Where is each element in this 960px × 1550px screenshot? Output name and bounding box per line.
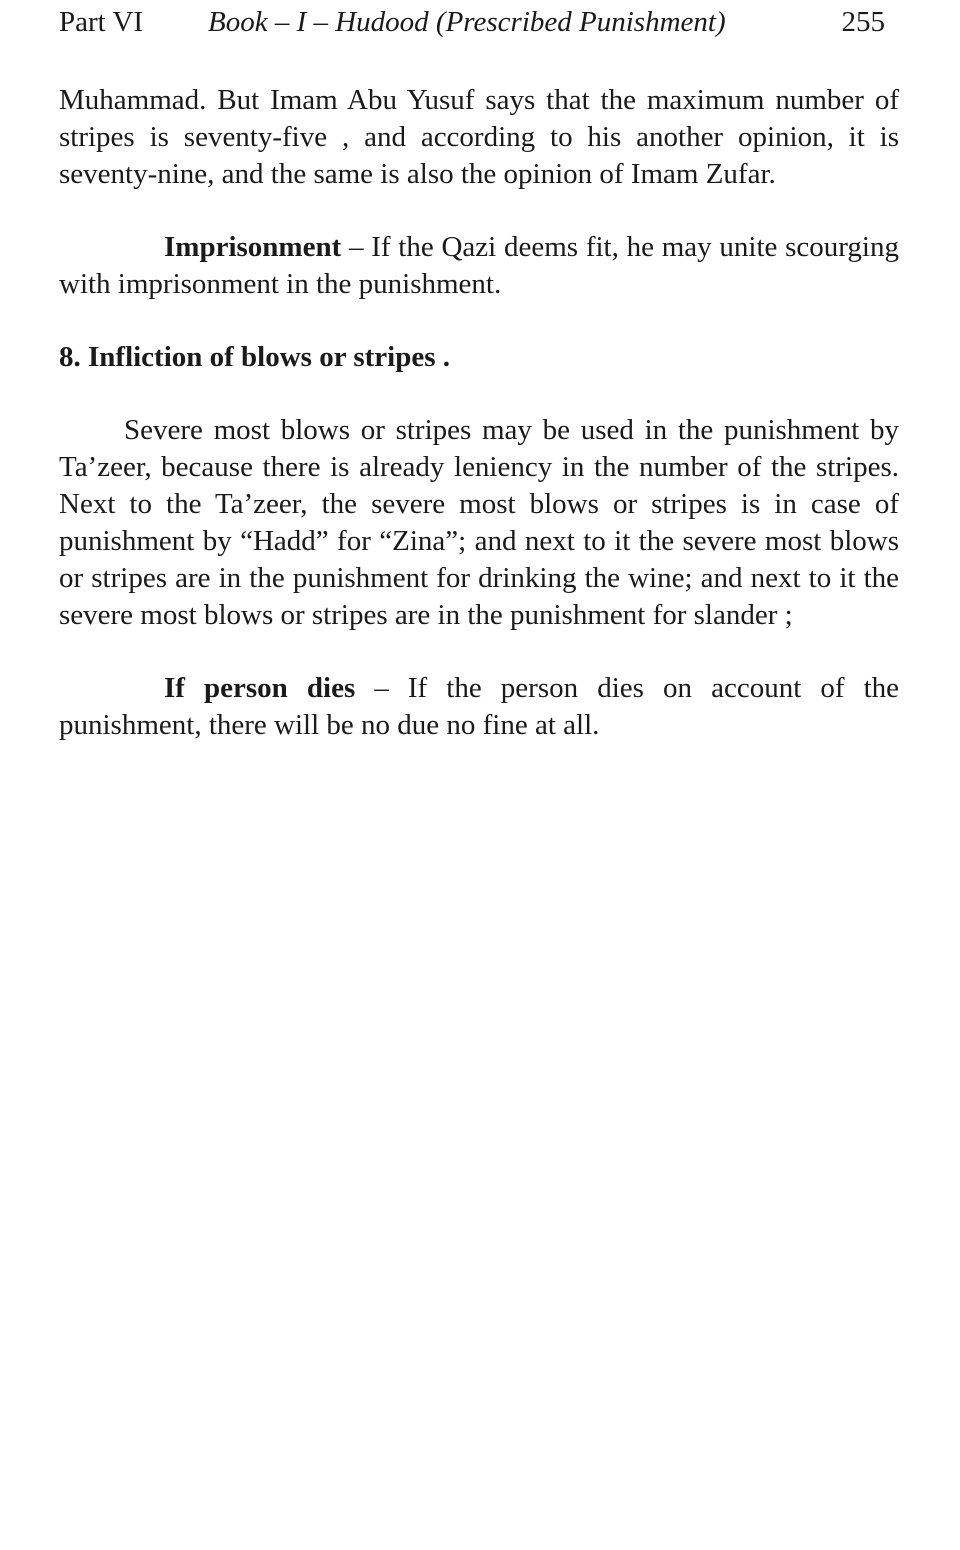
header-book-title: Book – I – Hudood (Prescribed Punishment) bbox=[208, 6, 726, 38]
paragraph-if-person-dies bbox=[59, 670, 899, 744]
paragraph-imprisonment bbox=[59, 229, 899, 303]
paragraph-stripes-opinion: Muhammad. But Imam Abu Yusuf says that the maximum number of stripes is seventy-five , and according to his another opinion, it is seventy-nine, and the same is also the opinion of Imam Zufar. bbox=[59, 84, 899, 190]
paragraph-severity-of-blows: Severe most blows or stripes may be used in the punishment by Ta’zeer, because there is already leniency in the number of the stripes. Next to the Ta’zeer, the severe most blows or stripes is in case of punishment by “Hadd” for “Zina”; and next to it the severe most blows or stripes are in the punishment for drinking the wine; and next to it the severe most blows or stripes are in the punishment for slander ; bbox=[59, 414, 899, 631]
running-header bbox=[59, 4, 899, 44]
if-person-dies-lead: If person dies bbox=[164, 672, 356, 704]
page-number: 255 bbox=[841, 6, 885, 38]
header-part: Part VI bbox=[59, 6, 144, 38]
section-heading: 8. Infliction of blows or stripes . bbox=[59, 341, 450, 373]
if-person-dies-text: – If the person dies on account of the punishment, there will be no due no fine at all. bbox=[59, 672, 899, 741]
document-page bbox=[59, 0, 899, 744]
imprisonment-lead: Imprisonment bbox=[164, 231, 342, 263]
imprisonment-text: – If the Qazi deems fit, he may unite scourging with imprisonment in the punishment. bbox=[59, 231, 899, 300]
